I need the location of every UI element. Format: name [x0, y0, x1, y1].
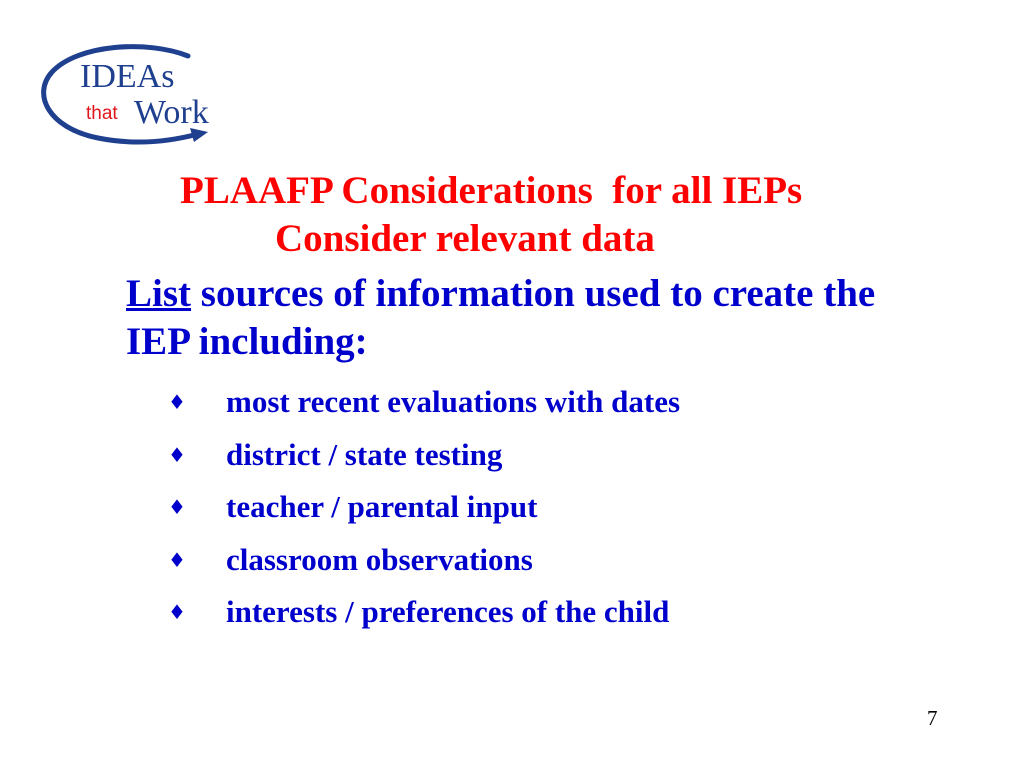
- diamond-bullet-icon: ♦: [168, 390, 186, 414]
- diamond-bullet-icon: ♦: [168, 600, 186, 624]
- intro-underlined-word: List: [126, 272, 192, 315]
- slide-title-line1: PLAAFP Considerations for all IEPs: [180, 169, 803, 212]
- list-item-text: most recent evaluations with dates: [226, 384, 681, 419]
- bullet-list: [168, 380, 680, 643]
- list-item-text: teacher / parental input: [226, 489, 538, 524]
- logo-that-text: that: [86, 103, 118, 124]
- list-item: [168, 590, 680, 643]
- ideas-that-work-logo: [38, 42, 228, 150]
- list-item-text: classroom observations: [226, 541, 533, 577]
- diamond-bullet-icon: ♦: [168, 495, 186, 519]
- list-item: [168, 485, 680, 538]
- list-item: [168, 538, 680, 591]
- page-number: 7: [927, 706, 938, 730]
- list-item: [168, 380, 680, 433]
- diamond-bullet-icon: ♦: [168, 442, 186, 467]
- list-item-text: district / state testing: [226, 436, 503, 472]
- logo-work-text: Work: [134, 94, 209, 131]
- list-item: [168, 433, 680, 486]
- logo-ideas-text: IDEAs: [80, 58, 175, 95]
- intro-paragraph: [126, 270, 946, 366]
- intro-text: sources of information used to create the IEP including:: [126, 272, 876, 363]
- diamond-bullet-icon: ♦: [168, 547, 186, 572]
- list-item-text: interests / preferences of the child: [226, 594, 670, 629]
- slide-title-line2: Consider relevant data: [275, 217, 655, 260]
